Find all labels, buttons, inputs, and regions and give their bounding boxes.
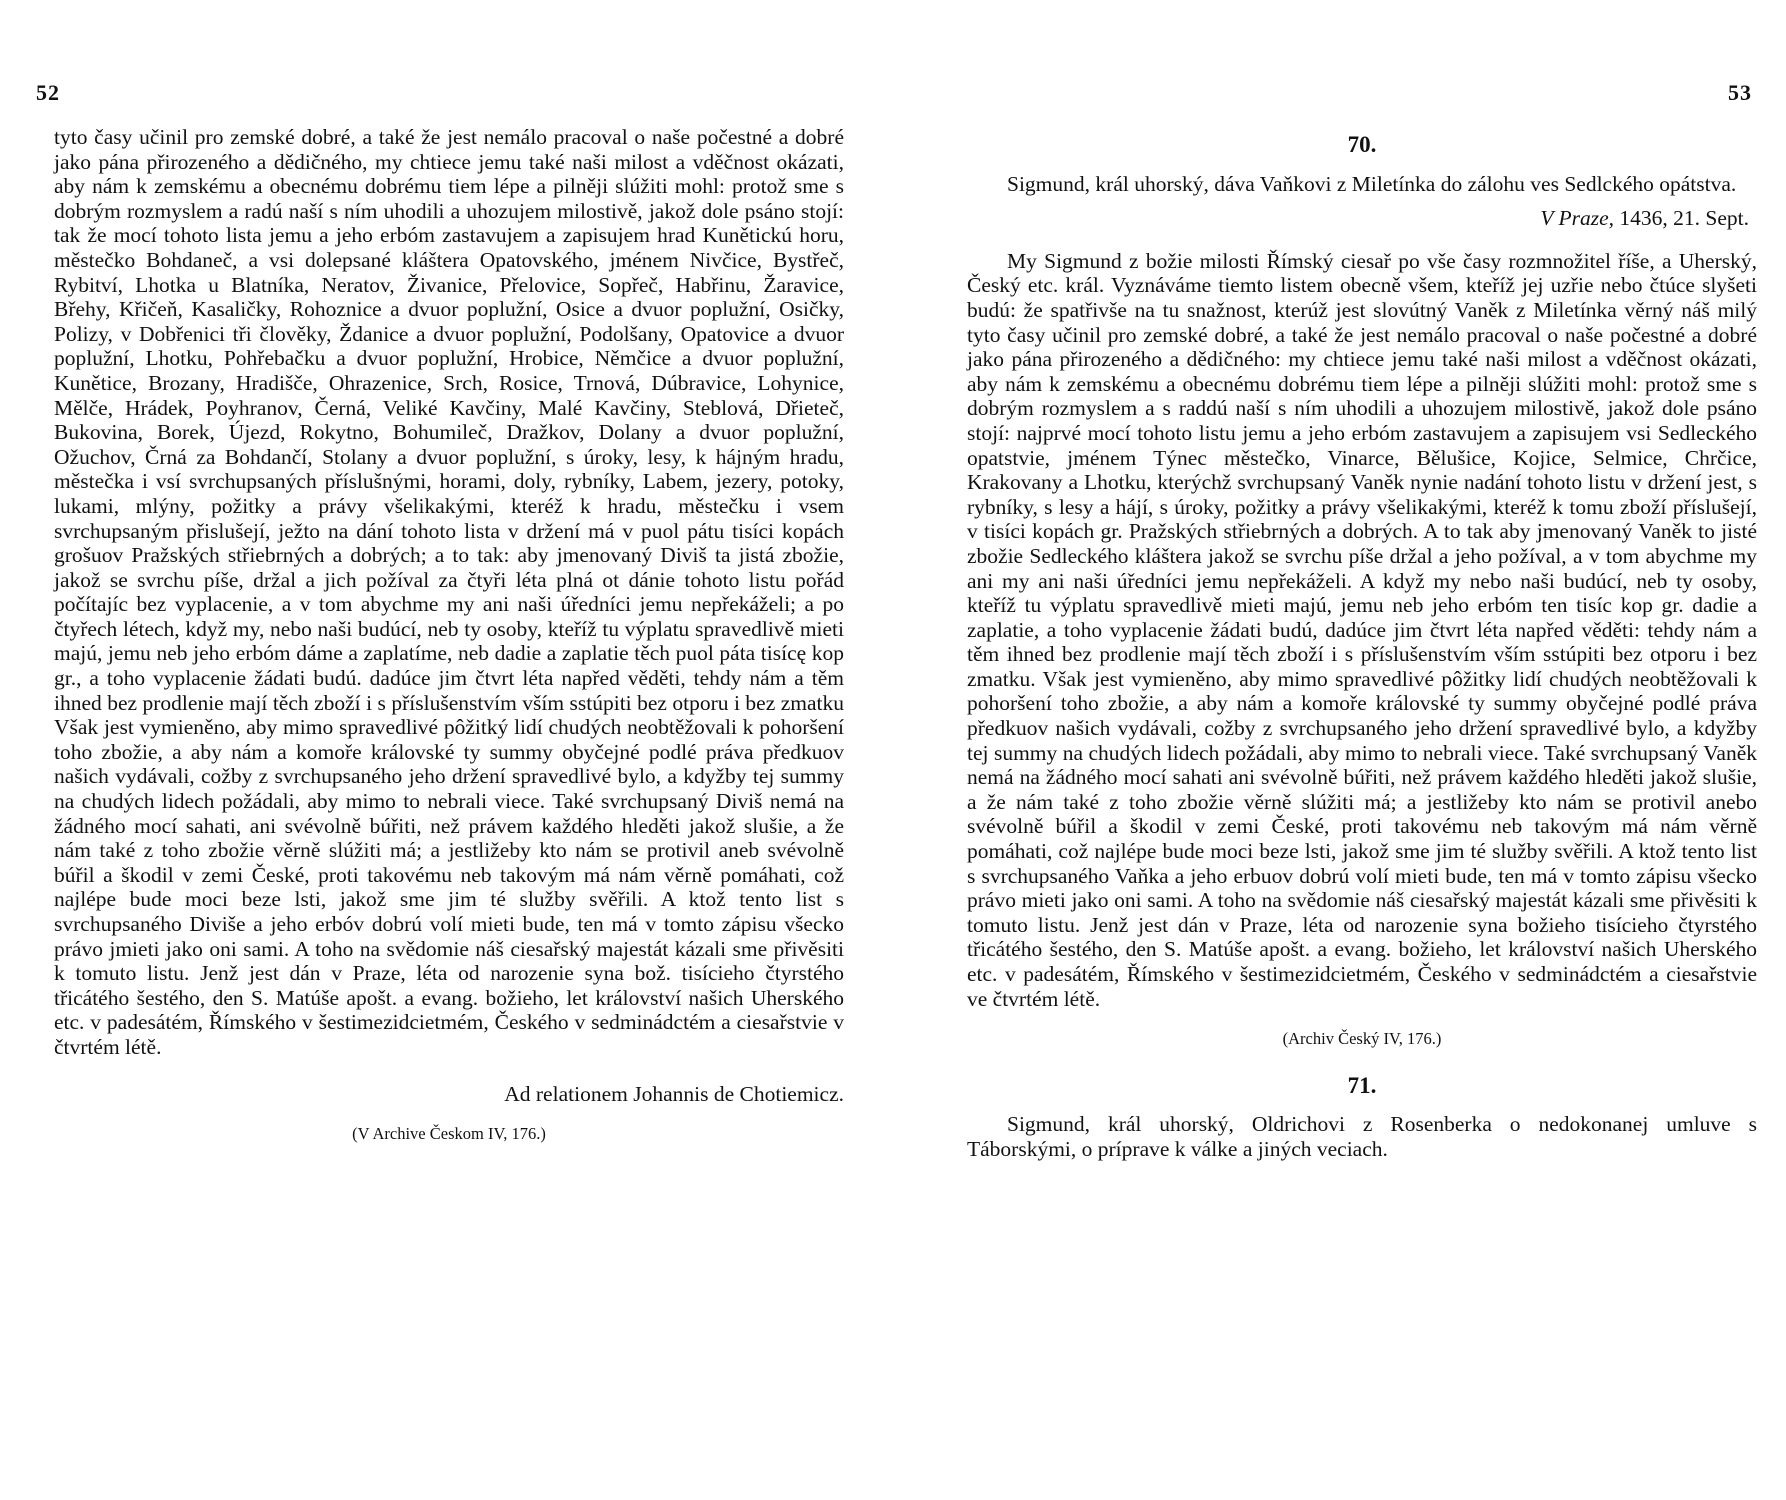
date-place: V Praze, [1540, 206, 1615, 231]
source-citation-70: (Archiv Český IV, 176.) [1282, 1029, 1442, 1049]
regest-70: Sigmund, král uhorský, dáva Vaňkovi z Miletínka do zálohu ves Sedlckého opátstva. [1007, 171, 1737, 196]
regest-71: Sigmund, král uhorský, Oldrichovi z Rosenberka o nedokonanej umluve s Táborskými, o príprave k válke a jiných veciach. [967, 1112, 1757, 1161]
source-citation-left: (V Archive Českom IV, 176.) [352, 1124, 546, 1144]
date-line-70 [967, 206, 1757, 231]
page-number-right: 53 [1728, 80, 1752, 105]
page-number-left: 52 [36, 80, 60, 105]
right-column [967, 125, 1757, 1162]
document-number-70: 70. [1347, 132, 1377, 157]
relatio-note: Ad relationem Johannis de Chotiemicz. [504, 1081, 844, 1106]
left-column [54, 125, 844, 1169]
left-body-text: tyto časy učinil pro zemské dobré, a také že jest nemálo pracoval o naše počestné a dobré jako pána přirozeného a dědičného, my chtiece jemu také naši milost a vděčnost okázati, aby nám k zemskému a obecnému dobrému tiem lépe a pilněji slúžiti mohl: protož sme s dobrým rozmyslem a radú naší s ním uhodili a uhozujem milostivě, jakož dole psáno stojí: tak že mocí tohoto lista jemu a jeho erbóm zastavujem a zapisujem hrad Kunětickú horu, městečko Bohdaneč, a vsi dolepsané kláštera Opatovského, jménem Nivčice, Bystřeč, Rybitví, Lhotka u Blatníka, Neratov, Živanice, Přelovice, Sopřeč, Habřinu, Žaravice, Břehy, Křičeň, Kasaličky, Rohoznice a dvuor poplužní, Osice a dvuor poplužní, Osičky, Polizy, v Dobřenici tři člověky, Ždanice a dvuor poplužní, Podolšany, Opatovice a dvuor poplužní, Lhotku, Pohřebačku a dvuor poplužní, Hrobice, Němčice a dvuor poplužní, Kunětice, Brozany, Hradišče, Ohrazenice, Srch, Rosice, Trnová, Dúbravice, Lohynice, Mělče, Hrádek, Poyhranov, Černá, Veliké Kavčiny, Malé Kavčiny, Steblová, Dřieteč, Bukovina, Borek, Újezd, Rokytno, Bohumileč, Dražkov, Dolany a dvuor poplužní, Ožuchov, Črná za Bohdančí, Stolany a dvuor poplužní, s úroky, lesy, k hájným hradu, městečka i vsí svrchupsaných příslušnými, horami, doly, rybníky, Labem, jezery, potoky, lukami, mlýny, požitky a právy všelikakými, kteréž k hradu, městečku i vsem svrchupsaným přislušejí, ježto na dání tohoto lista v držení má v puol pátu tisíci kopách grošuov Pražských střiebrných a dobrých; a to tak: aby jmenovaný Diviš ta jistá zbožie, jakož se svrchu píše, držal a jich požíval za čtyři léta plná ot dánie tohoto listu pořád počítajíc bez vyplacenie, a v tom abychme my ani naši úředníci jemu nepřekáželi; a po čtyřech létech, když my, nebo naši budúcí, neb ty osoby, kteříž tu výplatu spravedlivě mieti majú, jemu neb jeho erbóm dáme a zaplatíme, neb dadie a zaplatie těch puol páta tisícę kop gr., a toho vyplacenie žádati budú. dadúce jim čtvrt léta napřed věděti, tehdy nám a těm ihned bez prodlenie mají těch zboží i s příslušenstvím vším sstúpiti bez otporu i bez zmatku Však jest vymieněno, aby mimo spravedlivé pôžitký lidí chudých neobtěžovali k pohoršení toho zbožie, a aby nám a komoře královské ty summy obyčejné podlé práva předkuov našich vydávali, cožby z svrchupsaného jeho držení spravedlivé bylo, a kdyžby tej summy na chudých lidech požádali, aby mimo to nebrali viece. Také svrchupsaný Diviš nemá na žádného mocí sahati, ani svévolně búřiti, než právem každého hleděti jakož slušie, a že nám také z toho zbožie věrně slúžiti má; a jestližeby kto nám se protivil aneb svévolně búřil a škodil v zemi České, proti takovému neb takovým má nám věrně pomáhati, což najlépe bude moci beze lsti, jakož sme jim té služby svěřili. A ktož tento list s svrchupsaného Diviše a jeho erbóv dobrú volí mieti bude, ten má v tomto zápisu všecko právo jmieti jako oni sami. A toho na svědomie náš ciesařský majestát kázali sme přivěsiti k tomuto listu. Jenž jest dán v Praze, léta od narozenie syna bož. tisícieho čtyrstého třicátého šestého, den S. Matúše apošt. a evang. božieho, let království našich Uherského etc. v padesátém, Římského v šestimezidcietmém, Českého v sedminádctém a ciesařstvie v čtvrtém létě. [54, 125, 844, 1059]
date-value: 1436, 21. Sept. [1619, 206, 1749, 231]
body-text-70: My Sigmund z božie milosti Římský ciesař po vše časy rozmnožitel říše, a Uherský, Český etc. král. Vyznáváme tiemto listem obecně všem, kteříž jej uzřie nebo čtúce slyšeti budú: že spatřivše na tu snažnost, kterúž jest slovútný Vaněk z Miletínka věrný náš milý tyto časy učinil pro zemské dobré, a také že jest nemálo pracoval o naše počestné a dobré jako pána přirozeného a dědičného: my chtiece jemu také naši milost a vděčnost okázati, aby nám k zemskému a obecnému dobrému tiem lépe a pilněji slúžiti mohl: protož sme s dobrým rozmyslem a s raddú naší s ním uhodili a uhozujem milostivě, jakož dole psáno stojí: najprvé mocí tohoto listu jemu a jeho erbóm zastavujem a zapisujem vsi Sedleckého opatstvie, jménem Týnec městečko, Vinarce, Bělušice, Kojice, Selmice, Chrčice, Krakovany a Lhotku, kterýchž svrchupsaný Vaněk nynie nadání tohoto listu v držení jest, s rybníky, s lesy a hájí, s úroky, požitky a právy všelikakými, kteréž k tomu zboží příslušejí, v tisíci kopách gr. Pražských střiebrných a dobrých. A to tak aby jmenovaný Vaněk to jisté zbožie Sedleckého kláštera jakož se svrchu píše držal a jeho požíval, a v tom abychme my ani my ani naši úředníci jemu nepřekáželi. A když my nebo naši budúcí, neb ty osoby, kteříž tu výplatu spravedlivě mieti majú, jemu neb jeho erbóm ten tisíc kop gr. dadie a zaplatie, a toho vyplacenie žádati budú, dadúce jim čtvrt léta napřed věděti: tehdy nám a těm ihned bez prodlenie mají těch zboží i s příslušenstvím vším sstúpiti bez otporu i bez zmatku. Však jest vymieněno, aby mimo spravedlivé pôžitky lidí chudých neobtěžovali k pohoršení toho zbožie, a aby nám a komoře královské ty summy obyčejné podlé práva předkuov našich vydávali, cožby z svrchupsaného jeho držení spravedlivé bylo, a kdyžby tej summy na chudých lidech požádali, aby mimo to nebrali viece. Také svrchupsaný Vaněk nemá na žádného mocí sahati ani svévolně búřiti, než právem každého hleděti jakož slušie, a že nám také z toho zbožie věrně slúžiti má; a jestližeby kto nám se protivil anebo svévolně búřil a škodil v zemi České, proti takovému neb takovým má nám věrně pomáhati, což najlépe bude moci beze lsti, jakož sme jim té služby svěřili. A ktož tento list s svrchupsaného Vaňka a jeho erbuov dobrú volí mieti bude, ten má v tomto zápisu všecko právo mieti jako oni sami. A toho na svědomie náš ciesařský majestát kázali sme přivěsiti k tomuto listu. Jenž jest dán v Praze, léta od narozenie syna božieho tisícieho čtyrstého třicátého šestého, den S. Matúše apošt. a evang. božieho, let království našich Uherského etc. v padesátém, Římského v šestimezidcietmém, Českého v sedminádctém a ciesařstvie ve čtvrtém létě. [967, 248, 1757, 1011]
document-number-71: 71. [1347, 1072, 1377, 1098]
